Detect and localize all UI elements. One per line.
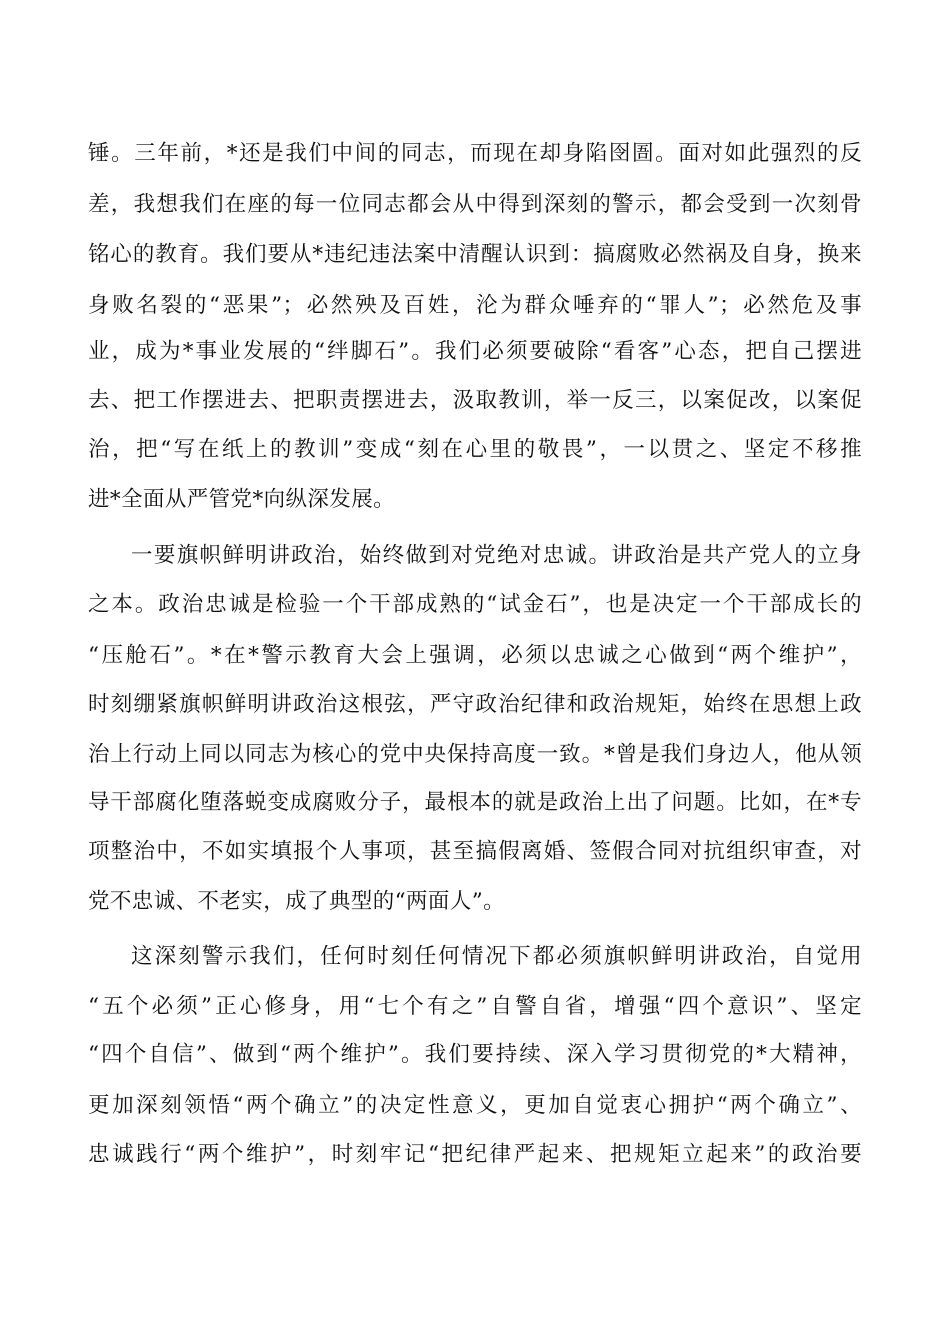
paragraph-1-line-4: 身败名裂的“恶果”；必然殃及百姓，沦为群众唾弃的“罪人”；必然危及事 xyxy=(88,293,862,318)
paragraph-1-line-2: 差，我想我们在座的每一位同志都会从中得到深刻的警示，都会受到一次刻骨 xyxy=(88,192,862,217)
paragraph-1-line-1: 锤。三年前，*还是我们中间的同志，而现在却身陷囹圄。面对如此强烈的反 xyxy=(88,141,862,166)
paragraph-2-line-8: 党不忠诚、不老实，成了典型的“两面人”。 xyxy=(88,889,505,914)
paragraph-2-line-5: 治上行动上同以同志为核心的党中央保持高度一致。*曾是我们身边人，他从领 xyxy=(88,742,862,767)
paragraph-1-line-7: 治，把“写在纸上的教训”变成“刻在心里的敬畏”，一以贯之、坚定不移推 xyxy=(88,437,862,462)
paragraph-2-line-7: 项整治中，不如实填报个人事项，甚至搞假离婚、签假合同对抗组织审查，对 xyxy=(88,839,862,864)
paragraph-3-line-5: 忠诚践行“两个维护”，时刻牢记“把纪律严起来、把规矩立起来”的政治要 xyxy=(88,1142,862,1167)
paragraph-1-line-5: 业，成为*事业发展的“绊脚石”。我们必须要破除“看客”心态，把自己摆进 xyxy=(88,339,862,364)
paragraph-2-line-1: 一要旗帜鲜明讲政治，始终做到对党绝对忠诚。讲政治是共产党人的立身 xyxy=(131,543,862,568)
paragraph-1-line-8: 进*全面从严管党*向纵深发展。 xyxy=(88,487,396,512)
paragraph-2-line-3: “压舱石”。*在*警示教育大会上强调，必须以忠诚之心做到“两个维护”， xyxy=(88,643,863,668)
paragraph-1-line-6: 去、把工作摆进去、把职责摆进去，汲取教训，举一反三，以案促改，以案促 xyxy=(88,388,862,413)
paragraph-1-line-3: 铭心的教育。我们要从*违纪违法案中清醒认识到：搞腐败必然祸及自身，换来 xyxy=(88,242,862,267)
paragraph-2-line-6: 导干部腐化堕落蜕变成腐败分子，最根本的就是政治上出了问题。比如，在*专 xyxy=(88,790,862,815)
paragraph-2-line-2: 之本。政治忠诚是检验一个干部成熟的“试金石”，也是决定一个干部成长的 xyxy=(88,592,862,617)
paragraph-3-line-4: 更加深刻领悟“两个确立”的决定性意义，更加自觉衷心拥护“两个确立”、 xyxy=(88,1093,862,1118)
paragraph-2-line-4: 时刻绷紧旗帜鲜明讲政治这根弦，严守政治纪律和政治规矩，始终在思想上政 xyxy=(88,692,862,717)
paragraph-3-line-2: “五个必须”正心修身，用“七个有之”自警自省，增强“四个意识”、坚定 xyxy=(88,994,862,1019)
paragraph-3-line-3: “四个自信”、做到“两个维护”。我们要持续、深入学习贯彻党的*大精神， xyxy=(88,1042,862,1067)
paragraph-3-line-1: 这深刻警示我们，任何时刻任何情况下都必须旗帜鲜明讲政治，自觉用 xyxy=(131,944,862,969)
